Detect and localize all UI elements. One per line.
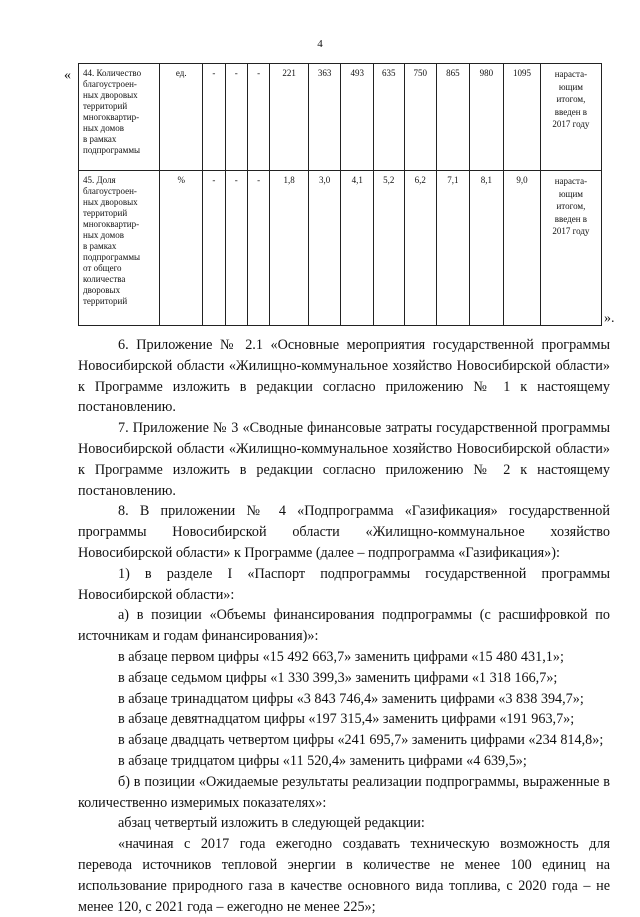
paragraph-7: 7. Приложение № 3 «Сводные финансовые затраты государственной программы Новосибирской области «Жилищно-коммунальное хозяйство Новосибирской области» к Программе изложить в редакции согласно приложению № 2 к настоящему постановлению. — [78, 420, 610, 499]
value-cell: 1095 — [504, 64, 541, 171]
table-row — [79, 171, 602, 326]
unit-cell: % — [160, 171, 203, 326]
paragraph-abzac-13: в абзаце тринадцатом цифры «3 843 746,4» заменить цифрами «3 838 394,7»; — [118, 690, 584, 707]
note-cell — [540, 64, 601, 171]
indicator-name-cell — [79, 171, 160, 326]
paragraph-8-1-b: б) в позиции «Ожидаемые результаты реализации подпрограммы, выраженные в количественно измеримых показателях»: — [78, 773, 610, 811]
value-cell: - — [225, 171, 247, 326]
indicator-name-cell — [79, 64, 160, 171]
note-line: 2017 году — [552, 119, 590, 129]
paragraph-abzac-19: в абзаце девятнадцатом цифры «197 315,4» заменить цифрами «191 963,7»; — [118, 711, 575, 728]
indicator-name-line: территорий — [83, 208, 128, 218]
indicator-name-line: благоустроен- — [83, 186, 137, 196]
value-cell: 493 — [341, 64, 374, 171]
indicator-name-line: благоустроен- — [83, 79, 137, 89]
value-cell: 4,1 — [341, 171, 374, 326]
value-cell: - — [225, 64, 247, 171]
note-cell — [540, 171, 601, 326]
value-cell: 8,1 — [469, 171, 504, 326]
indicator-name-line: территорий — [83, 296, 128, 306]
paragraph-abzac-30: в абзаце тридцатом цифры «11 520,4» заменить цифрами «4 639,5»; — [118, 752, 527, 769]
paragraph-8: 8. В приложении № 4 «Подпрограмма «Газификация» государственной программы Новосибирской области «Жилищно-коммунальное хозяйство Новосибирской области» к Программе (далее – подпрограмма «Газификация»): — [78, 503, 610, 561]
table-row — [79, 64, 602, 171]
paragraph-abzac-7: в абзаце седьмом цифры «1 330 399,3» заменить цифрами «1 318 166,7»; — [118, 669, 558, 686]
indicator-name-line: ных домов — [83, 123, 124, 133]
value-cell: - — [203, 64, 225, 171]
indicators-table — [78, 63, 602, 326]
indicator-name-line: от общего — [83, 263, 122, 273]
value-cell: 221 — [270, 64, 309, 171]
value-cell: - — [247, 64, 269, 171]
indicator-name-line: 45. Доля — [83, 175, 116, 185]
note-line: введен в — [554, 106, 588, 117]
paragraph-quoted-text: «начиная с 2017 года ежегодно создавать техническую возможность для перевода источников тепловой энергии в количестве не менее 100 единиц на использование природного газа в качестве основного вида топлива, с 2020 года – не менее 120, с 2021 года – ежегодно не менее 225»; — [78, 836, 610, 915]
paragraph-8-1-a: а) в позиции «Объемы финансирования подпрограммы (с расшифровкой по источникам и годам финансирования)»: — [78, 607, 610, 645]
value-cell: 980 — [469, 64, 504, 171]
paragraph-8-1: 1) в разделе I «Паспорт подпрограммы государственной программы Новосибирской области»: — [78, 565, 610, 603]
document-body — [78, 335, 610, 917]
indicator-name-line: в рамках — [83, 241, 117, 251]
value-cell: 7,1 — [437, 171, 470, 326]
indicator-name-line: дворовых — [83, 285, 121, 295]
indicator-name-line: территорий — [83, 101, 128, 111]
indicator-name-line: ных домов — [83, 230, 124, 240]
note-line: ющим — [558, 188, 583, 199]
closing-quote: ». — [604, 311, 615, 326]
value-cell: - — [247, 171, 269, 326]
opening-quote: « — [64, 68, 71, 83]
indicator-name-line: ных дворовых — [83, 90, 138, 100]
value-cell: 363 — [308, 64, 341, 171]
value-cell: 6,2 — [404, 171, 437, 326]
indicator-name-line: подпрограммы — [83, 145, 141, 155]
note-line: нараста- — [554, 176, 588, 186]
value-cell: 5,2 — [374, 171, 405, 326]
paragraph-abzac-24: в абзаце двадцать четвертом цифры «241 695,7» заменить цифрами «234 814,8»; — [118, 732, 604, 749]
indicator-name-line: ных дворовых — [83, 197, 138, 207]
value-cell: 1,8 — [270, 171, 309, 326]
paragraph-abzac-4-intro: абзац четвертый изложить в следующей редакции: — [118, 815, 425, 832]
value-cell: 635 — [374, 64, 405, 171]
paragraph-6: 6. Приложение № 2.1 «Основные мероприятия государственной программы Новосибирской области «Жилищно-коммунальное хозяйство Новосибирской области» к Программе изложить в редакции согласно приложению № 1 к настоящему постановлению. — [78, 337, 610, 416]
indicator-name-line: количества — [83, 274, 126, 284]
note-line: нараста- — [554, 69, 588, 79]
note-line: итогом, — [556, 201, 586, 211]
unit-cell: ед. — [160, 64, 203, 171]
value-cell: 9,0 — [504, 171, 541, 326]
value-cell: - — [203, 171, 225, 326]
indicator-name-line: подпрограммы — [83, 252, 141, 262]
indicator-name-line: в рамках — [83, 134, 117, 144]
note-line: итогом, — [556, 94, 586, 104]
value-cell: 750 — [404, 64, 437, 171]
indicator-name-line: 44. Количество — [83, 68, 142, 78]
note-line: 2017 году — [552, 226, 590, 236]
value-cell: 865 — [437, 64, 470, 171]
paragraph-abzac-1: в абзаце первом цифры «15 492 663,7» заменить цифрами «15 480 431,1»; — [118, 648, 564, 665]
indicator-name-line: многоквартир- — [83, 112, 140, 122]
note-line: ющим — [558, 81, 583, 92]
value-cell: 3,0 — [308, 171, 341, 326]
note-line: введен в — [554, 213, 588, 224]
page-number: 4 — [317, 38, 323, 50]
indicator-name-line: многоквартир- — [83, 219, 140, 229]
